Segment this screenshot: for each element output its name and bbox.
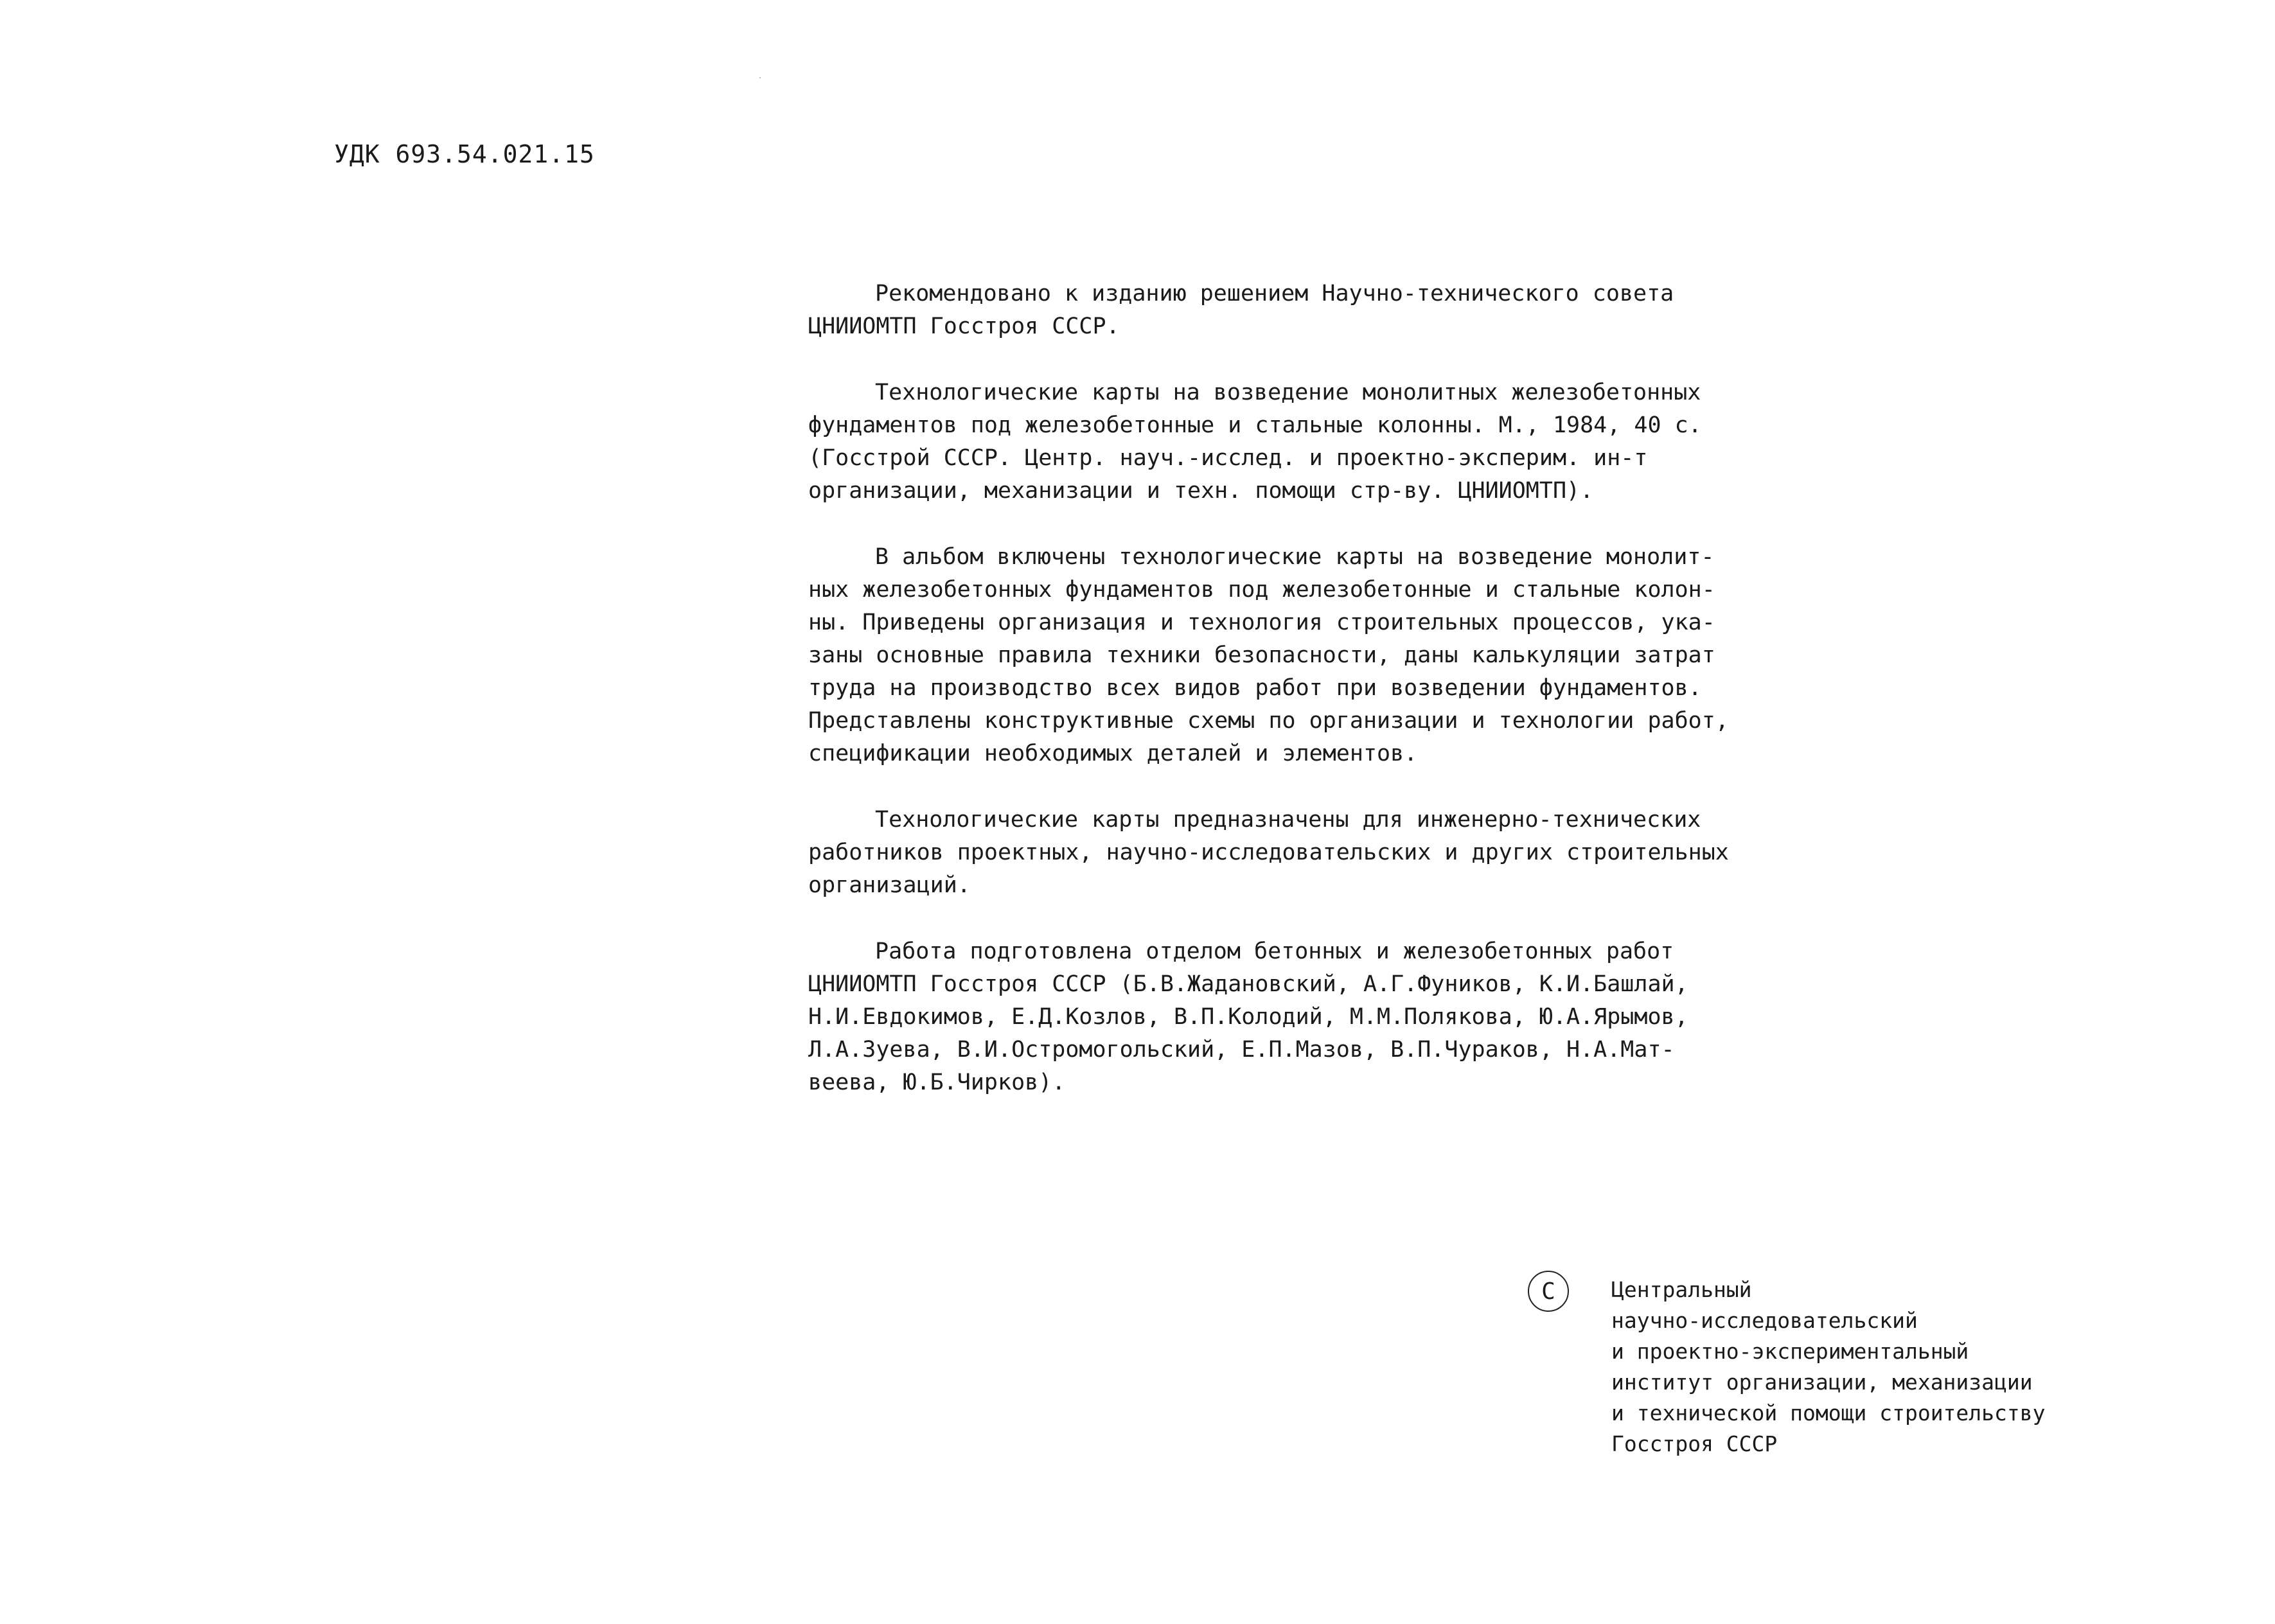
bibliographic-paragraph xyxy=(808,376,1721,508)
text-line: Н.И.Евдокимов, Е.Д.Козлов, В.П.Колодий, М.М.Полякова, Ю.А.Ярымов, xyxy=(808,1004,1688,1030)
text-line: работников проектных, научно-исследовательских и других строительных xyxy=(808,840,1729,865)
text-line: труда на производство всех видов работ при возведении фундаментов. xyxy=(808,675,1702,701)
publisher-line: Госстроя СССР xyxy=(1611,1431,1778,1456)
abstract-body xyxy=(808,278,1729,1133)
text-line: Работа подготовлена отделом бетонных и железобетонных работ xyxy=(875,939,1674,964)
audience-paragraph xyxy=(808,804,1729,902)
text-line: веева, Ю.Б.Чирков). xyxy=(808,1070,1066,1095)
text-line: Представлены конструктивные схемы по организации и технологии работ, xyxy=(808,708,1729,734)
publisher-line: институт организации, механизации xyxy=(1611,1370,2033,1395)
text-line: спецификации необходимых деталей и элементов. xyxy=(808,741,1418,766)
text-line: ЦНИИОМТП Госстроя СССР. xyxy=(808,313,1120,339)
copyright-symbol: C xyxy=(1541,1278,1555,1305)
scan-speck xyxy=(759,77,761,78)
text-line: фундаментов под железобетонные и стальные колонны. М., 1984, 40 с. xyxy=(808,412,1702,438)
text-line: заны основные правила техники безопасности, даны калькуляции затрат xyxy=(808,642,1715,668)
text-line: В альбом включены технологические карты на возведение монолит- xyxy=(875,544,1715,570)
contents-paragraph xyxy=(808,541,1729,770)
authors-paragraph xyxy=(808,935,1721,1099)
publisher-line: и проектно-экспериментальный xyxy=(1611,1339,1969,1364)
text-line: Л.А.Зуева, В.И.Остромогольский, Е.П.Мазов, В.П.Чураков, Н.А.Мат- xyxy=(808,1037,1675,1063)
text-line: Технологические карты на возведение монолитных железобетонных xyxy=(875,380,1701,405)
text-line: ны. Приведены организация и технология строительных процессов, ука- xyxy=(808,610,1715,635)
recommendation-paragraph xyxy=(808,278,1721,343)
text-line: Рекомендовано к изданию решением Научно-технического совета xyxy=(875,281,1674,306)
publisher-block xyxy=(1611,1275,2046,1460)
udk-code: УДК 693.54.021.15 xyxy=(334,140,595,168)
copyright-icon xyxy=(1528,1271,1569,1312)
publisher-line: и технической помощи строительству xyxy=(1611,1400,2046,1425)
text-line: ЦНИИОМТП Госстроя СССР (Б.В.Жадановский, А.Г.Фуников, К.И.Башлай, xyxy=(808,971,1688,997)
publisher-line: Центральный xyxy=(1611,1277,1752,1302)
text-line: (Госстрой СССР. Центр. науч.-исслед. и проектно-эксперим. ин-т xyxy=(808,445,1648,471)
text-line: ных железобетонных фундаментов под железобетонные и стальные колон- xyxy=(808,577,1715,603)
publisher-line: научно-исследовательский xyxy=(1611,1308,1918,1333)
text-line: Технологические карты предназначены для инженерно-технических xyxy=(875,807,1701,833)
text-line: организаций. xyxy=(808,872,971,898)
text-line: организации, механизации и техн. помощи стр-ву. ЦНИИОМТП). xyxy=(808,478,1594,504)
